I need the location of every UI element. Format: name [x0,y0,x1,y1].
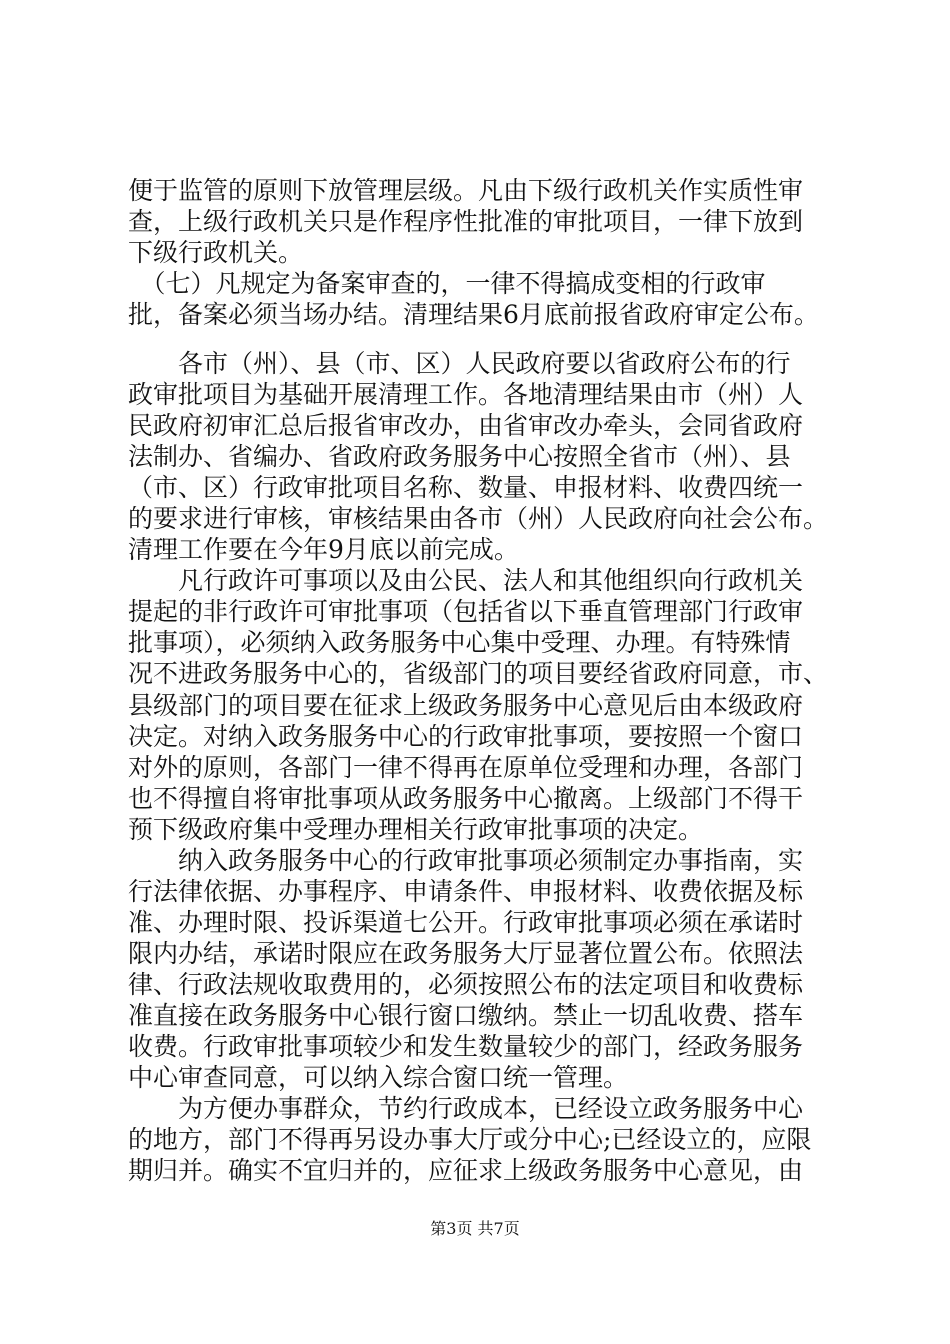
text-line: 凡行政许可事项以及由公民、法人和其他组织向行政机关 [128,566,804,595]
text-line: 批事项），必须纳入政务服务中心集中受理、办理。有特殊情 [128,628,791,657]
text-line: 对外的原则，各部门一律不得再在原单位受理和办理，各部门 [128,753,804,782]
text-line: （市、区）行政审批项目名称、数量、申报材料、收费四统一 [128,473,804,502]
text-line: 批，备案必须当场办结。清理结果6月底前报省政府审定公布。 [128,300,819,329]
text-line: 律、行政法规收取费用的，必须按照公布的法定项目和收费标 [128,970,804,999]
text-line: 县级部门的项目要在征求上级政务服务中心意见后由本级政府 [128,691,804,720]
text-line: 民政府初审汇总后报省审改办，由省审改办牵头，会同省政府 [128,411,804,440]
text-line: 准、办理时限、投诉渠道七公开。行政审批事项必须在承诺时 [128,908,804,937]
text-line: 也不得擅自将审批事项从政务服务中心撤离。上级部门不得干 [128,784,804,813]
text-line: 的要求进行审核，审核结果由各市（州）人民政府向社会公布。 [128,504,829,533]
text-line: 各市（州）、县（市、区）人民政府要以省政府公布的行 [128,349,791,378]
text-line: 收费。行政审批事项较少和发生数量较少的部门，经政务服务 [128,1032,804,1061]
text-line: 决定。对纳入政务服务中心的行政审批事项，要按照一个窗口 [128,722,804,751]
text-line: 下级行政机关。 [128,238,304,267]
text-line: （七）凡规定为备案审查的，一律不得搞成变相的行政审 [128,269,766,298]
text-line: 的地方，部门不得再另设办事大厅或分中心;已经设立的，应限 [128,1125,812,1154]
page-footer: 第3页 共7页 [430,1219,520,1238]
text-line: 清理工作要在今年9月底以前完成。 [128,535,519,564]
text-line: 法制办、省编办、省政府政务服务中心按照全省市（州）、县 [128,442,791,471]
text-line: 政审批项目为基础开展清理工作。各地清理结果由市（州）人 [128,380,804,409]
text-line: 为方便办事群众，节约行政成本，已经设立政务服务中心 [128,1094,804,1123]
text-line: 况不进政务服务中心的，省级部门的项目要经省政府同意，市、 [128,659,829,688]
text-line: 行法律依据、办事程序、申请条件、申报材料、收费依据及标 [128,877,804,906]
text-line: 便于监管的原则下放管理层级。凡由下级行政机关作实质性审 [128,176,804,205]
text-line: 预下级政府集中受理办理相关行政审批事项的决定。 [128,815,704,844]
text-line: 查，上级行政机关只是作程序性批准的审批项目，一律下放到 [128,207,804,236]
text-line: 期归并。确实不宜归并的，应征求上级政务服务中心意见，由 [128,1156,804,1185]
text-line: 限内办结，承诺时限应在政务服务大厅显著位置公布。依照法 [128,939,804,968]
text-line: 准直接在政务服务中心银行窗口缴纳。禁止一切乱收费、搭车 [128,1001,804,1030]
text-line: 中心审查同意，可以纳入综合窗口统一管理。 [128,1063,629,1092]
text-line: 纳入政务服务中心的行政审批事项必须制定办事指南，实 [128,846,804,875]
text-line: 提起的非行政许可审批事项（包括省以下垂直管理部门行政审 [128,597,804,626]
